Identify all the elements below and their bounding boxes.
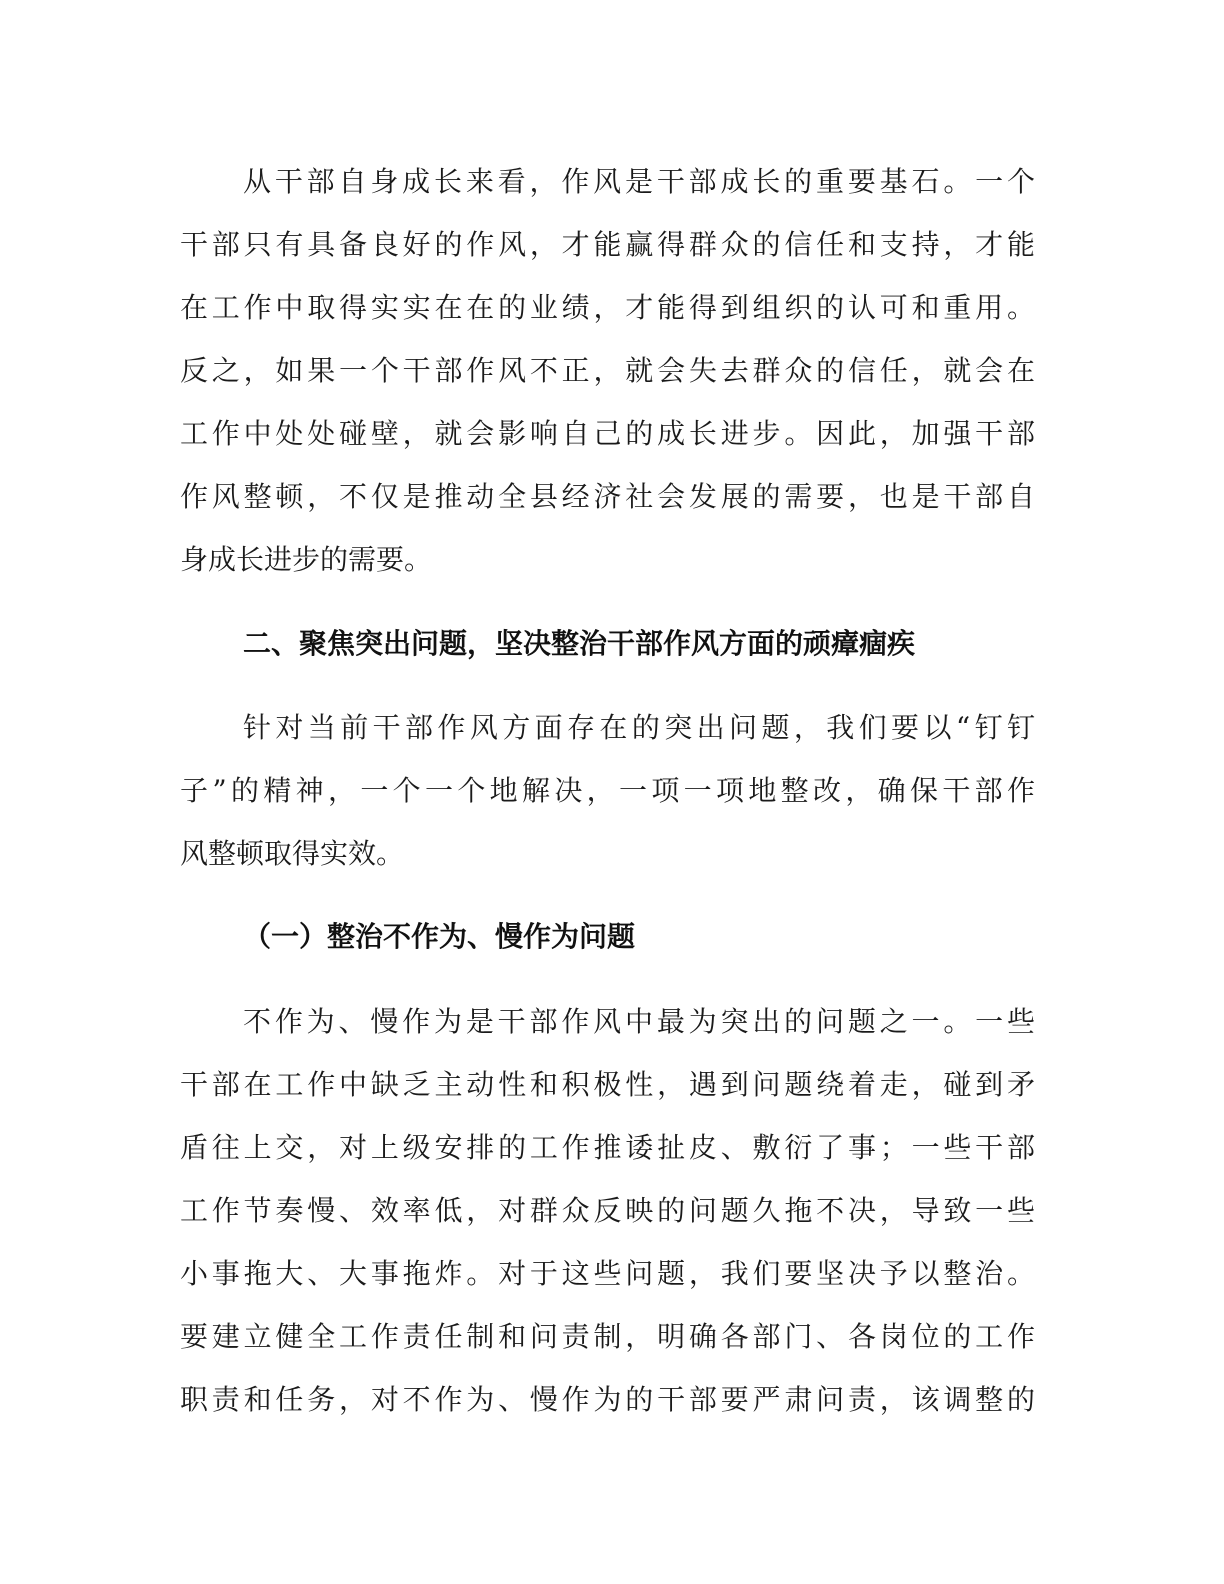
paragraph-line: 盾往上交，对上级安排的工作推诿扯皮、敷衍了事；一些干部 [180,1131,1035,1164]
paragraph-line: 反之，如果一个干部作风不正，就会失去群众的信任，就会在 [180,354,1035,387]
paragraph-line: 要建立健全工作责任制和问责制，明确各部门、各岗位的工作 [180,1320,1035,1353]
paragraph-line: 工作中处处碰壁，就会影响自己的成长进步。因此，加强干部 [180,417,1035,450]
section-heading: 二、聚焦突出问题，坚决整治干部作风方面的顽瘴痼疾 [243,627,916,660]
subsection-heading: （一）整治不作为、慢作为问题 [243,920,636,953]
paragraph-line: 风整顿取得实效。 [180,837,405,870]
paragraph-line: 作风整顿，不仅是推动全县经济社会发展的需要，也是干部自 [180,480,1035,513]
paragraph-line: 身成长进步的需要。 [180,543,433,576]
paragraph-line: 职责和任务，对不作为、慢作为的干部要严肃问责，该调整的 [180,1383,1035,1416]
paragraph-line: 从干部自身成长来看，作风是干部成长的重要基石。一个 [243,165,1035,198]
paragraph-line: 在工作中取得实实在在的业绩，才能得到组织的认可和重用。 [180,291,1035,324]
paragraph-line: 干部在工作中缺乏主动性和积极性，遇到问题绕着走，碰到矛 [180,1068,1035,1101]
paragraph-line: 不作为、慢作为是干部作风中最为突出的问题之一。一些 [243,1005,1035,1038]
paragraph-line: 工作节奏慢、效率低，对群众反映的问题久拖不决，导致一些 [180,1194,1035,1227]
paragraph-line: 子”的精神，一个一个地解决，一项一项地整改，确保干部作 [180,774,1035,807]
paragraph-line: 干部只有具备良好的作风，才能赢得群众的信任和支持，才能 [180,228,1035,261]
paragraph-line: 针对当前干部作风方面存在的突出问题，我们要以“钉钉 [243,711,1035,744]
paragraph-line: 小事拖大、大事拖炸。对于这些问题，我们要坚决予以整治。 [180,1257,1035,1290]
